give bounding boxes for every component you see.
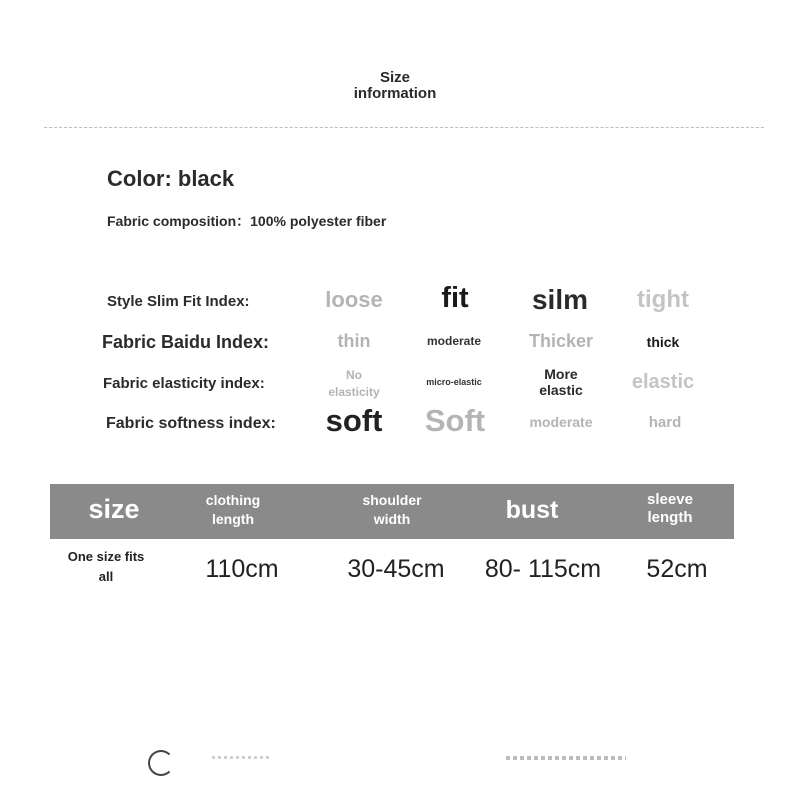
option-no-elasticity: No elasticity <box>328 368 380 399</box>
index-label-softness: Fabric softness index: <box>106 415 276 432</box>
index-label-thickness: Fabric Baidu Index: <box>102 332 270 352</box>
option-micro-elastic: micro-elastic <box>426 377 482 387</box>
index-label-elasticity: Fabric elasticity index: <box>103 375 265 392</box>
option-thin: thin <box>337 331 371 351</box>
cell-size: One size fits all <box>67 549 145 584</box>
option-hard: hard <box>648 414 682 431</box>
footer-mark-left <box>212 756 272 759</box>
footer-logo-icon <box>148 750 174 776</box>
header-sleeve-length: sleeve length <box>647 491 693 526</box>
option-elastic: elastic <box>631 371 695 393</box>
header-shoulder-width: shoulder width <box>362 492 422 527</box>
index-label-fit: Style Slim Fit Index: <box>107 293 250 310</box>
page-title-line2: information <box>353 85 437 102</box>
page-title <box>0 70 790 102</box>
option-thicker: Thicker <box>528 331 594 351</box>
cell-bust: 80- 115cm <box>484 555 602 583</box>
option-silm: silm <box>531 284 589 315</box>
option-more-elastic: More elastic <box>539 366 583 398</box>
color-info: Color: black <box>107 166 235 191</box>
option-soft-alt: Soft <box>424 403 486 438</box>
option-moderate-soft: moderate <box>529 414 593 430</box>
option-thick: thick <box>646 334 680 350</box>
option-moderate: moderate <box>426 334 482 348</box>
header-bust: bust <box>505 496 559 524</box>
divider <box>44 127 764 128</box>
cell-clothing-length: 110cm <box>205 555 279 583</box>
cell-shoulder-width: 30-45cm <box>347 555 445 583</box>
cell-sleeve-length: 52cm <box>646 555 708 583</box>
header-size: size <box>88 494 140 524</box>
option-fit: fit <box>441 282 469 314</box>
header-clothing-length: clothing length <box>205 492 261 527</box>
option-tight: tight <box>637 286 689 313</box>
footer-mark-right <box>506 756 626 760</box>
option-soft: soft <box>325 403 383 438</box>
option-loose: loose <box>325 287 383 312</box>
fabric-info: Fabric composition：100% polyester fiber <box>107 213 387 229</box>
page-title-line1: Size <box>379 69 410 86</box>
